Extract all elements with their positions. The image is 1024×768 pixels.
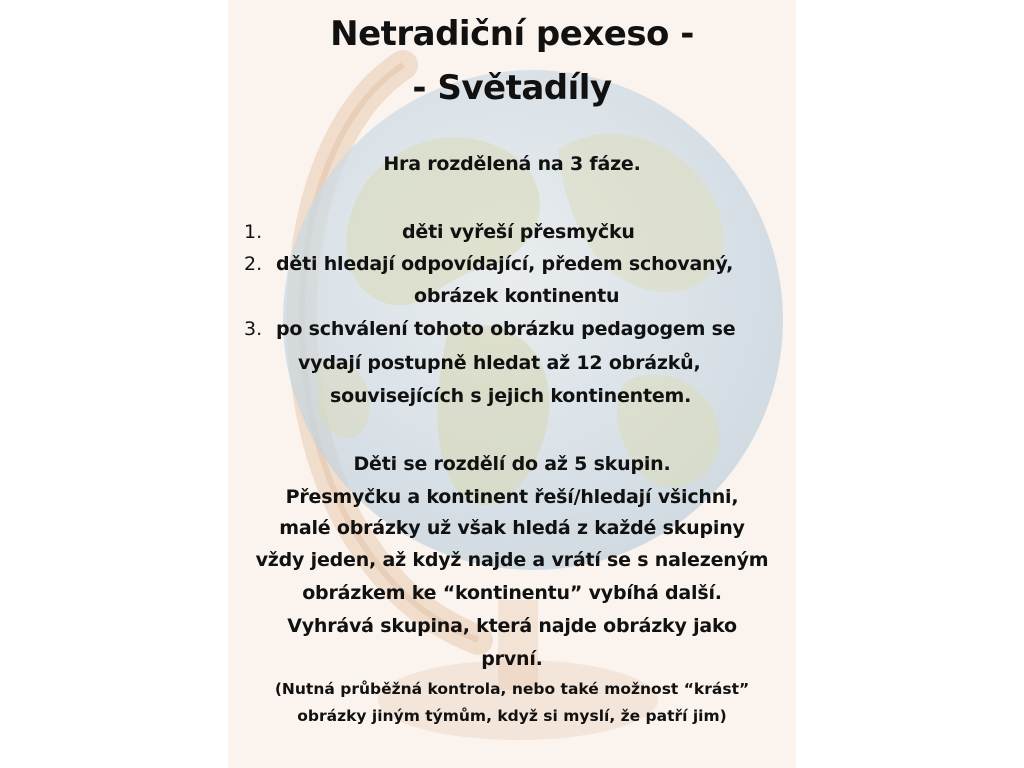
step-1-line-1: děti vyřeší přesmyčku bbox=[402, 221, 635, 243]
step-3-number: 3. bbox=[244, 318, 263, 340]
step-3-line-3: souvisejících s jejich kontinentem. bbox=[330, 385, 692, 407]
step-3-line-1: po schválení tohoto obrázku pedagogem se bbox=[276, 318, 736, 340]
step-2-number: 2. bbox=[244, 253, 263, 275]
intro-text: Hra rozdělená na 3 fáze. bbox=[383, 153, 641, 175]
note-line-1: (Nutná průběžná kontrola, nebo také možnost “krást” bbox=[274, 680, 750, 698]
step-2-line-1: děti hledají odpovídající, předem schovaný, bbox=[276, 253, 734, 275]
step-2-line-2: obrázek kontinentu bbox=[414, 285, 620, 307]
worksheet-page bbox=[228, 0, 796, 768]
title-line-1: Netradiční pexeso - bbox=[330, 14, 694, 54]
worksheet-content bbox=[228, 0, 796, 768]
rules-line-1: Děti se rozdělí do až 5 skupin. bbox=[353, 453, 671, 475]
step-1-number: 1. bbox=[244, 221, 263, 243]
rules-line-4: vždy jeden, až když najde a vrátí se s nalezeným bbox=[255, 549, 769, 571]
rules-line-6: Vyhrává skupina, která najde obrázky jako bbox=[287, 615, 737, 637]
note-line-2: obrázky jiným týmům, když si myslí, že patří jim) bbox=[297, 707, 727, 725]
title-line-2: - Světadíly bbox=[412, 68, 612, 108]
rules-line-5: obrázkem ke “kontinentu” vybíhá další. bbox=[302, 582, 722, 604]
rules-line-3: malé obrázky už však hledá z každé skupiny bbox=[279, 517, 745, 539]
rules-line-7: první. bbox=[481, 648, 543, 670]
step-3-line-2: vydají postupně hledat až 12 obrázků, bbox=[298, 352, 701, 374]
rules-line-2: Přesmyčku a kontinent řeší/hledají všichni, bbox=[285, 486, 739, 508]
